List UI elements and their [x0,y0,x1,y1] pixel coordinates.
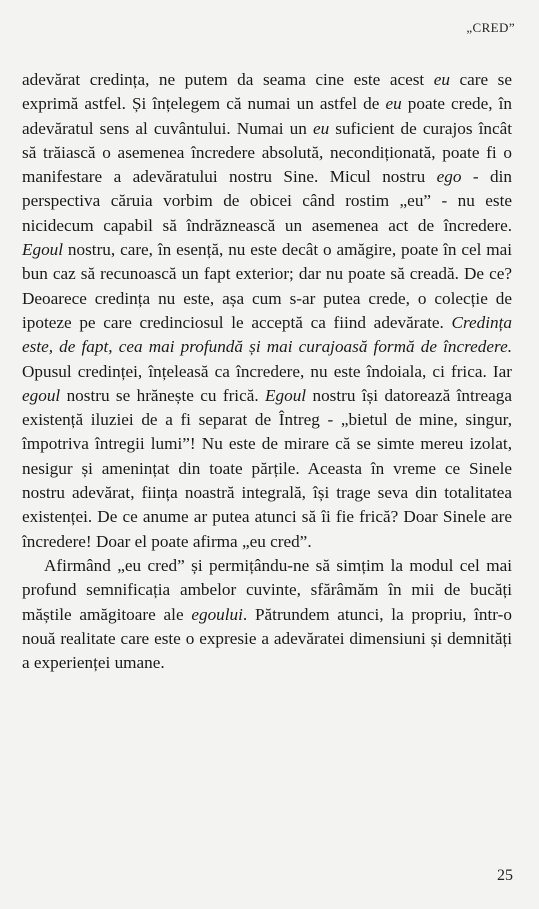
italic-text-segment: Egoul [22,240,64,260]
italic-text-segment: egoului [191,604,243,624]
running-header: „CRED” [466,20,515,35]
italic-text-segment: eu [385,94,402,114]
text-segment: poate crede, în adevăratul sens al cuvântului. Numai un [22,94,512,138]
paragraph-2 [22,554,512,675]
text-segment: Opusul credinței, înțeleasă ca încredere, nu este îndoiala, ci frica. Iar [22,361,512,381]
italic-text-segment: egoul [22,385,61,405]
italic-text-segment: Credința este, de fapt, cea mai profundă și mai curajoasă formă de încredere. [22,312,512,357]
text-segment: nostru își datorează întreaga existență iluziei de a fi separat de Întreg - „bietul de mine, singur, împotriva întregii lumi”! Nu este de mirare că se simte mereu izolat, nesigur și amenințat din toate părțile. Aceasta în vreme ce Sinele nostru adevărat, ființa noastră integrală, își trage seva din totalitatea existenței. De ce anume ar putea atunci să îi fie frică? Doar Sinele are încredere! Doar el poate afirma „eu cred”. [22,385,513,551]
text-segment: care se exprimă astfel. Și înțelegem că numai un astfel de [22,70,512,114]
italic-text-segment: ego [436,167,462,187]
text-segment: - din perspectiva căruia vorbim de obicei când rostim „eu” - nu este nicidecum capabil să îndrăznească un asemenea act de încredere. [22,167,513,235]
italic-text-segment: Egoul [265,385,307,405]
text-segment: nostru, care, în esență, nu este decât o amăgire, poate în cel mai bun caz să recunoască un fapt exterior; dar nu poate să creadă. De ce? Deoarece credința nu este, așa cum s-ar putea crede, o colecție de ipoteze pe care credinciosul le acceptă ca fiind adevărate. [22,240,512,332]
text-segment: suficient de curajos încât să trăiască o asemenea încredere absolută, necondiționată, poate fi o manifestare a adevăratului nostru Sine. Micul nostru [22,118,512,187]
italic-text-segment: eu [312,118,330,138]
text-segment: adevărat credința, ne putem da seama cine este acest [22,70,434,89]
text-segment: . Pătrundem atunci, la propriu, într-o nouă realitate care este o expresie a adevăratei dimensiuni și demnități a experienței umane. [22,604,512,673]
body-text [22,68,512,675]
text-segment: Afirmând „eu cred” și permițându-ne să simțim la modul cel mai profund semnificația ambelor cuvinte, sfărâmăm în mii de bucăți măștile amăgitoare ale [22,555,512,624]
italic-text-segment: eu [433,70,450,89]
paragraph-1 [22,68,512,554]
text-segment: nostru se hrănește cu frică. [60,385,266,405]
page-number: 25 [497,867,513,884]
